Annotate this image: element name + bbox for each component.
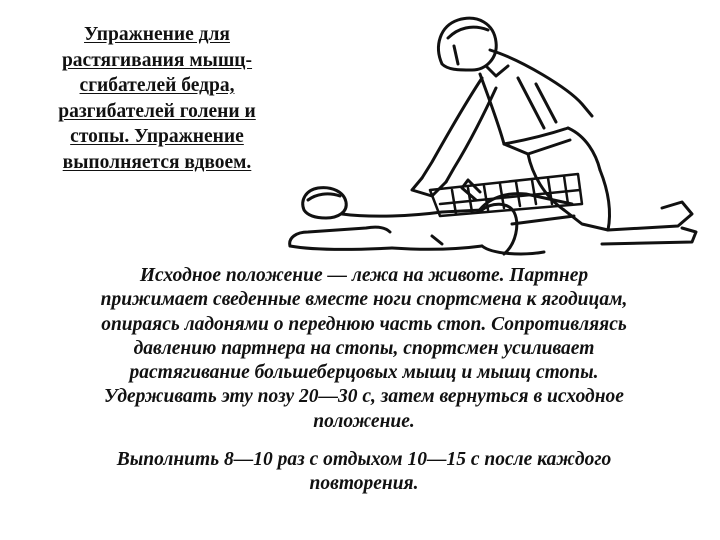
repetition-line: повторения. [309,473,419,495]
description-line: давлению партнера на стопы, спортсмен усиливает [133,337,595,359]
title-line: выполняется вдвоем. [62,151,252,173]
title-line: стопы. Упражнение [70,126,244,147]
description-line: Удерживать эту позу 20—30 с, затем вернуться в исходное [104,386,624,408]
title-line: Упражнение для [84,24,230,45]
description-line: опираясь ладонями о переднюю часть стоп. Сопротивляясь [101,313,627,335]
description-line: Исходное положение — лежа на животе. Партнер [139,265,589,286]
lying-athlete-figure [290,180,574,254]
description-line: прижимает сведенные вместе ноги спортсмена к ягодицам, [100,289,628,311]
title-line: разгибателей голени и [58,100,256,122]
partner-stretch-exercise-illustration [282,4,714,260]
exercise-title [18,22,296,175]
repetition-line: Выполнить 8—10 раз с отдыхом 10—15 с после каждого [116,449,612,471]
title-line: растягивания мышц- [61,49,253,71]
exercise-description [28,264,700,497]
title-line: сгибателей бедра, [79,75,235,96]
description-line: растягивание большеберцовых мышц и мышц стопы. [129,362,599,384]
paragraph-spacer [28,434,700,448]
description-line: положение. [313,410,415,432]
